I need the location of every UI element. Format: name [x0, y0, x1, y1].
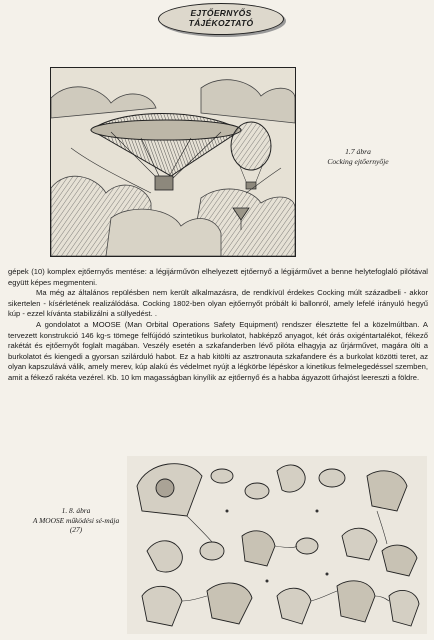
paragraph: A gondolatot a MOOSE (Man Orbital Operations Safety Equipment) rendszer élesztette fel a közelmúltban. A tervezett konstrukció 146 kg-s tömege felfújódó szintetikus burkolatot, habképző anyagot, két órás oxigéntartalékot, fékező rakétát és ejtőernyőt foglalt magában. Veszély esetén a szkafanderben lévő pilóta elhagyja az űrjárművet, magára ölti a burkolatot és kiengedi a gyorsan szilárduló habot. Ez a hab kitölti az asztronauta szkafandere és a burkolat közötti teret, az olyan kapszulává válik, amely merev, kúp alakú és védelmet nyújt a légkörbe lépéskor a kinetikus felmelegedéssel szemben, amit a fékező rakéta vezérel. Kb. 10 km magasságban kinyílik az ejtőernyő és a habba ágyazott űrhajóst leereszti a földre.	[8, 319, 428, 382]
figure-1-number: 1.7 ábra	[345, 147, 371, 156]
article-body	[8, 267, 428, 384]
figure-cocking-parachute	[50, 67, 296, 257]
engraving-illustration	[51, 68, 295, 256]
figure-2-caption	[28, 506, 124, 535]
paragraph: gépek (10) komplex ejtőernyős mentése: a légijárművön elhelyezett ejtőernyő a légijárművet a benne helytefoglaló pilótával együtt képes megmenteni.	[8, 267, 428, 287]
figure-moose-schematic	[127, 456, 427, 634]
moose-sequence-illustration	[127, 456, 427, 634]
figure-1-title: Cocking ejtőernyője	[327, 157, 389, 166]
figure-2-number: 1. 8. ábra	[61, 506, 91, 515]
figure-2-title: A MOOSE működési sé-mája (27)	[32, 515, 120, 535]
figure-1-caption	[298, 147, 418, 167]
section-header-badge	[158, 3, 284, 35]
paragraph: Ma még az általános repülésben nem került alkalmazásra, de rendkívül érdekes Cocking múlt századbeli - akkor sikertelen - kísérletének realizálódása. Cocking 1802-ben olyan ejtőernyőt próbált ki ballonról, amely lefelé irányuló hegyű kúp - ezzel kívánta stabilizálni a süllyedést. .	[8, 288, 428, 319]
header-line-1: EJTŐERNYŐS	[190, 8, 252, 18]
header-line-2: TÁJÉKOZTATÓ	[188, 18, 254, 28]
